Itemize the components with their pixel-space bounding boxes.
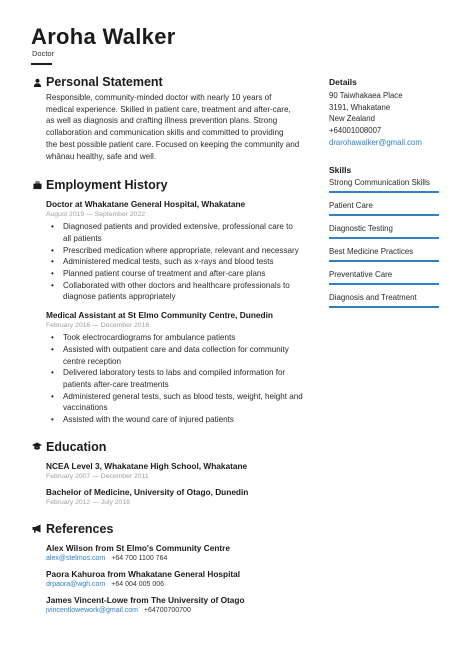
job-dates: August 2019 — September 2022	[46, 211, 145, 219]
briefcase-icon	[32, 180, 42, 190]
job-entry	[32, 310, 312, 426]
personal-statement-heading: Personal Statement	[46, 75, 163, 89]
person-icon	[32, 77, 42, 87]
job-bullet: • Delivered laboratory tests to labs and compiled information for patients after-care treatments	[46, 367, 312, 390]
reference-entry	[32, 543, 312, 564]
job-bullet: • Prescribed medication where appropriate, relevant and necessary	[46, 245, 312, 257]
skills-list	[329, 178, 444, 308]
address-line-2: 3191, Whakatane	[329, 102, 391, 112]
skill-item	[329, 293, 444, 308]
skill-label: Strong Communication Skills	[329, 177, 430, 187]
job-bullets	[46, 332, 312, 426]
reference-phone: +64700700700	[143, 606, 191, 614]
details-heading: Details	[329, 77, 357, 87]
reference-name: James Vincent-Lowe from The University of Otago	[46, 594, 245, 605]
skill-item	[329, 178, 444, 193]
job-dates: February 2016 — December 2016	[46, 322, 150, 330]
job-bullet: • Took electrocardiograms for ambulance patients	[46, 332, 312, 344]
skill-level-bar	[329, 214, 439, 216]
graduation-cap-icon	[32, 442, 42, 452]
candidate-name: Aroha Walker	[31, 24, 176, 49]
email-link[interactable]: drarohawalker@gmail.com	[329, 137, 422, 147]
job-bullet: • Planned patient course of treatment and after-care plans	[46, 268, 312, 280]
job-bullet: • Administered general tests, such as blood tests, weight, height and vaccinations	[46, 391, 312, 414]
sidebar	[329, 77, 444, 316]
personal-statement-text: Responsible, community-minded doctor with nearly 10 years of medical experience. Skilled in patient care, treatment and after-care, as well as diagnosis and crafting illness prevention plans. Strong collaboration and communication skills and committed to providing the best possible patient care. Focused on keeping the community and whānau healthy, safe and well.	[46, 93, 300, 161]
reference-name: Paora Kahuroa from Whakatane General Hospital	[46, 568, 241, 579]
header-divider	[31, 63, 52, 65]
details-section	[329, 77, 444, 149]
employment-heading: Employment History	[46, 178, 168, 193]
skill-item	[329, 224, 444, 239]
skill-label: Best Medicine Practices	[329, 246, 414, 256]
phone-number: +64001008007	[329, 126, 382, 136]
reference-contact	[46, 580, 312, 590]
education-title: Bachelor of Medicine, University of Otago, Dunedin	[46, 486, 249, 497]
job-bullet: • Assisted with outpatient care and data collection for community centre reception	[46, 344, 312, 367]
skill-item	[329, 247, 444, 262]
job-title: Doctor at Whakatane General Hospital, Whakatane	[46, 199, 246, 210]
reference-entry	[32, 595, 312, 616]
education-title: NCEA Level 3, Whakatane High School, Whakatane	[46, 460, 248, 471]
reference-email-link[interactable]: jvincentlowework@gmail.com	[46, 606, 138, 614]
personal-statement-section	[32, 73, 312, 162]
references-section	[32, 520, 312, 616]
skill-label: Preventative Care	[329, 269, 393, 279]
reference-contact	[46, 554, 312, 564]
job-title: Medical Assistant at St Elmo Community Centre, Dunedin	[46, 310, 273, 321]
skill-item	[329, 201, 444, 216]
job-bullet: • Diagnosed patients and provided extensive, professional care to all patients	[46, 221, 312, 244]
skill-level-bar	[329, 283, 439, 285]
address-line-1: 90 Taiwhakaea Place	[329, 91, 403, 100]
job-entry	[32, 199, 312, 303]
reference-email-link[interactable]: drpaora@wgh.com	[46, 580, 106, 588]
education-section	[32, 438, 312, 507]
megaphone-icon	[32, 524, 42, 534]
skills-section	[329, 165, 444, 308]
candidate-title: Doctor	[32, 49, 55, 58]
references-heading: References	[46, 521, 114, 536]
education-dates: February 2007 — December 2011	[46, 472, 149, 480]
reference-entry	[32, 569, 312, 590]
reference-contact	[46, 606, 312, 616]
main-column	[32, 73, 312, 616]
education-entry	[32, 487, 312, 507]
reference-email-link[interactable]: alex@stelmos.com	[46, 554, 106, 562]
skill-level-bar	[329, 306, 439, 308]
education-heading: Education	[46, 439, 107, 454]
job-bullets	[46, 221, 312, 303]
skill-level-bar	[329, 260, 439, 262]
education-dates: February 2012 — July 2018	[46, 498, 130, 506]
job-bullet: • Collaborated with other doctors and healthcare professionals to diagnose patients appropriately	[46, 280, 312, 303]
reference-name: Alex Wilson from St Elmo's Community Centre	[46, 542, 230, 553]
reference-phone: +64 004 005 006	[111, 580, 164, 588]
job-bullet: • Assisted with the wound care of injured patients	[46, 414, 312, 426]
education-entry	[32, 461, 312, 481]
skill-level-bar	[329, 237, 439, 239]
skill-label: Diagnostic Testing	[329, 223, 393, 233]
country: New Zealand	[329, 114, 375, 124]
job-bullet: • Administered medical tests, such as x-rays and blood tests	[46, 256, 312, 268]
skill-label: Patient Care	[329, 200, 373, 210]
skill-level-bar	[329, 191, 439, 193]
skill-label: Diagnosis and Treatment	[329, 292, 417, 302]
skill-item	[329, 270, 444, 285]
reference-phone: +64 700 1100 764	[111, 554, 168, 562]
employment-section	[32, 176, 312, 426]
skills-heading: Skills	[329, 164, 352, 175]
